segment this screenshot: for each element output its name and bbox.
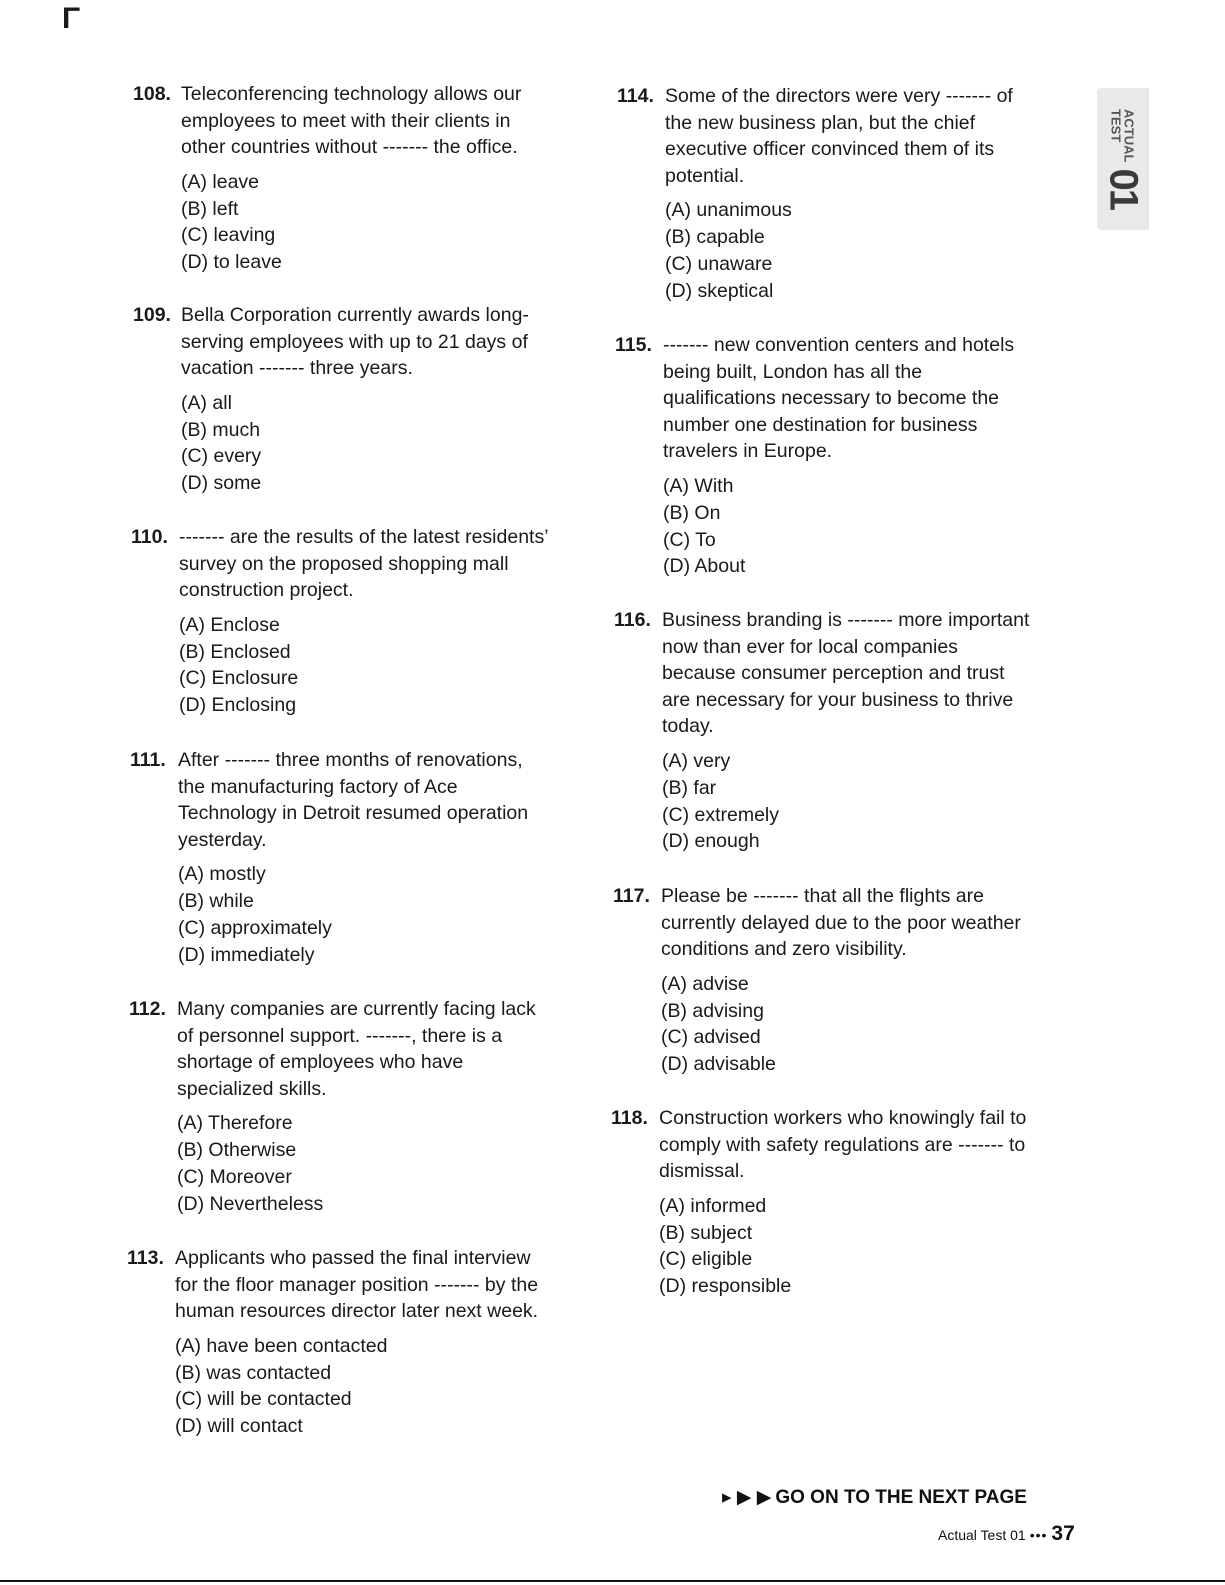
option-b[interactable]: (B) left [181, 197, 239, 220]
question-number: 112. [129, 998, 166, 1020]
question-109 [133, 302, 553, 497]
option-c[interactable]: (C) Moreover [177, 1165, 292, 1188]
option-a[interactable]: (A) With [663, 474, 734, 497]
option-c[interactable]: (C) approximately [178, 916, 332, 939]
answer-options [175, 1333, 547, 1440]
question-number: 115. [615, 334, 652, 356]
option-d[interactable]: (D) About [663, 555, 746, 578]
question-text: Teleconferencing technology allows our employees to meet with their clients in other countries without ------- the office. [181, 83, 522, 159]
option-d[interactable]: (D) skeptical [665, 279, 774, 302]
option-a[interactable]: (A) advise [661, 972, 749, 995]
question-text: ------- new convention centers and hotels being built, London has all the qualifications necessary to become the number one destination for business travelers in Europe. [663, 334, 1015, 463]
question-text: Please be ------- that all the flights are currently delayed due to the poor weather conditions and zero visibility. [661, 885, 1021, 961]
answer-options [663, 473, 1035, 580]
option-b[interactable]: (B) Otherwise [177, 1139, 297, 1162]
option-b[interactable]: (B) was contacted [175, 1361, 332, 1384]
question-text: Business branding is ------- more important now than ever for local companies because consumer perception and trust are necessary for your business to thrive today. [662, 609, 1030, 738]
option-a[interactable]: (A) mostly [178, 863, 266, 886]
answer-options [665, 197, 1037, 304]
option-c[interactable]: (C) extremely [662, 803, 780, 826]
option-d[interactable]: (D) Enclosing [179, 694, 297, 717]
option-a[interactable]: (A) Therefore [177, 1112, 293, 1135]
option-c[interactable]: (C) To [663, 528, 716, 551]
option-d[interactable]: (D) to leave [181, 251, 282, 274]
bottom-rule [0, 1580, 1225, 1582]
answer-options [181, 390, 553, 497]
option-c[interactable]: (C) eligible [659, 1248, 753, 1271]
question-number: 118. [611, 1107, 648, 1129]
option-a[interactable]: (A) very [662, 749, 731, 772]
next-page-label: GO ON TO THE NEXT PAGE [775, 1487, 1027, 1508]
answer-options [177, 1110, 549, 1217]
actual-test-tab [1097, 88, 1149, 230]
option-c[interactable]: (C) advised [661, 1026, 761, 1049]
option-a[interactable]: (A) leave [181, 170, 260, 193]
page-footer [938, 1522, 1075, 1546]
option-d[interactable]: (D) advisable [661, 1053, 776, 1076]
question-113 [127, 1245, 547, 1440]
tab-label-test: TEST [1109, 109, 1124, 143]
question-number: 113. [127, 1247, 164, 1269]
question-text: Many companies are currently facing lack of personnel support. -------, there is a shortage of employees who have specialized skills. [177, 998, 536, 1100]
option-d[interactable]: (D) responsible [659, 1275, 792, 1298]
go-to-next-page-link[interactable] [722, 1486, 1027, 1509]
answer-options [178, 861, 550, 968]
question-text: Bella Corporation currently awards long-serving employees with up to 21 days of vacation ------- three years. [181, 304, 529, 380]
page-number: 37 [1051, 1522, 1075, 1545]
question-number: 111. [130, 749, 166, 771]
option-a[interactable]: (A) have been contacted [175, 1334, 388, 1357]
question-108 [133, 81, 553, 276]
answer-options [661, 971, 1033, 1078]
question-117 [613, 883, 1033, 1078]
tab-number: 01 [1101, 168, 1146, 209]
option-d[interactable]: (D) immediately [178, 943, 315, 966]
option-c[interactable]: (C) will be contacted [175, 1388, 352, 1411]
option-b[interactable]: (B) On [663, 501, 721, 524]
option-d[interactable]: (D) some [181, 472, 262, 495]
question-number: 114. [617, 85, 654, 107]
question-114 [617, 83, 1037, 305]
question-text: Some of the directors were very ------- of the new business plan, but the chief executive officer convinced them of its potential. [665, 85, 1013, 187]
question-110 [131, 524, 551, 719]
option-c[interactable]: (C) leaving [181, 224, 276, 247]
answer-options [659, 1193, 1041, 1300]
question-111 [130, 747, 550, 969]
question-text: After ------- three months of renovations, the manufacturing factory of Ace Technology in Detroit resumed operation yesterday. [178, 749, 529, 851]
question-118 [611, 1105, 1041, 1300]
question-text: ------- are the results of the latest residents’ survey on the proposed shopping mall construction project. [179, 526, 548, 602]
answer-options [662, 748, 1034, 855]
question-116 [614, 607, 1034, 855]
footer-label: Actual Test 01 [938, 1527, 1026, 1543]
option-c[interactable]: (C) unaware [665, 252, 773, 275]
option-d[interactable]: (D) Nevertheless [177, 1192, 324, 1215]
option-d[interactable]: (D) enough [662, 830, 760, 853]
corner-crop-mark: Γ [62, 2, 81, 35]
option-a[interactable]: (A) unanimous [665, 199, 792, 222]
arrow-icon: ▸ ▶ ▶ [722, 1487, 772, 1508]
question-number: 110. [131, 526, 168, 548]
option-a[interactable]: (A) all [181, 391, 232, 414]
option-c[interactable]: (C) Enclosure [179, 667, 299, 690]
question-number: 109. [133, 304, 171, 326]
option-c[interactable]: (C) every [181, 445, 262, 468]
question-115 [615, 332, 1035, 580]
answer-options [181, 169, 553, 276]
question-text: Applicants who passed the final interview for the floor manager position ------- by the human resources director later next week. [175, 1247, 539, 1323]
answer-options [179, 612, 551, 719]
option-b[interactable]: (B) advising [661, 999, 764, 1022]
footer-dots: ••• [1029, 1527, 1048, 1543]
question-number: 117. [613, 885, 650, 907]
option-b[interactable]: (B) while [178, 890, 254, 913]
option-b[interactable]: (B) Enclosed [179, 640, 291, 663]
question-number: 116. [614, 609, 651, 631]
option-d[interactable]: (D) will contact [175, 1415, 303, 1438]
question-text: Construction workers who knowingly fail to comply with safety regulations are ------- to dismissal. [659, 1107, 1027, 1183]
question-112 [129, 996, 549, 1218]
option-b[interactable]: (B) subject [659, 1221, 753, 1244]
tab-label-actual: ACTUAL [1122, 109, 1137, 163]
option-b[interactable]: (B) far [662, 776, 717, 799]
question-number: 108. [133, 83, 171, 105]
option-b[interactable]: (B) much [181, 418, 261, 441]
option-b[interactable]: (B) capable [665, 226, 765, 249]
option-a[interactable]: (A) Enclose [179, 613, 280, 636]
option-a[interactable]: (A) informed [659, 1194, 767, 1217]
